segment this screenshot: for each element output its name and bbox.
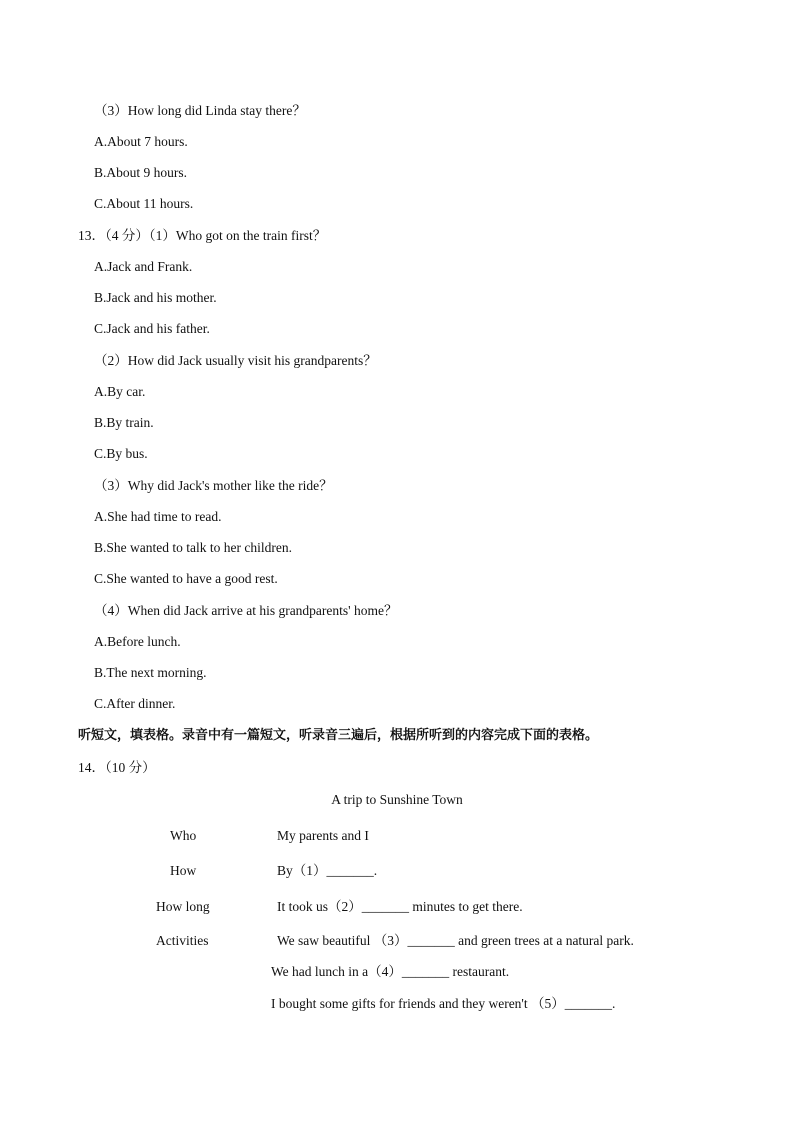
question-13-sub3-prompt: （3）Why did Jack's mother like the ride？ xyxy=(94,478,333,493)
question-13-sub2-prompt: （2）How did Jack usually visit his grandparents？ xyxy=(94,353,377,368)
question-14-header: 14．（10 分） xyxy=(78,760,156,775)
option-a: A.By car. xyxy=(94,384,146,399)
row-value-how: By（1）_______. xyxy=(277,863,378,878)
activities-line-3: I bought some gifts for friends and they weren't （5）_______. xyxy=(271,996,616,1011)
option-c: C.Jack and his father. xyxy=(94,321,210,336)
option-b: B.Jack and his mother. xyxy=(94,290,217,305)
option-c: C.By bus. xyxy=(94,446,148,461)
row-value-activities: We saw beautiful （3）_______ and green trees at a natural park. xyxy=(277,933,634,948)
option-a: A.Before lunch. xyxy=(94,634,181,649)
option-a: A.About 7 hours. xyxy=(94,134,188,149)
option-b: B.By train. xyxy=(94,415,154,430)
row-label-how: How xyxy=(170,863,197,878)
row-label-who: Who xyxy=(170,828,197,843)
table-title: A trip to Sunshine Town xyxy=(331,792,463,807)
option-a: A.She had time to read. xyxy=(94,509,222,524)
question-13-header: 13．（4 分）（1）Who got on the train first？ xyxy=(78,228,327,243)
activities-line-2: We had lunch in a（4）_______ restaurant. xyxy=(271,964,510,979)
option-a: A.Jack and Frank. xyxy=(94,259,193,274)
option-b: B.She wanted to talk to her children. xyxy=(94,540,292,555)
option-b: B.The next morning. xyxy=(94,665,207,680)
row-label-how-long: How long xyxy=(156,899,210,914)
section-instruction: 听短文，填表格。录音中有一篇短文，听录音三遍后，根据所听到的内容完成下面的表格。 xyxy=(78,728,599,743)
option-c: C.About 11 hours. xyxy=(94,196,194,211)
row-value-who: My parents and I xyxy=(277,828,369,843)
option-c: C.After dinner. xyxy=(94,696,176,711)
row-label-activities: Activities xyxy=(156,933,209,948)
option-b: B.About 9 hours. xyxy=(94,165,188,180)
option-c: C.She wanted to have a good rest. xyxy=(94,571,278,586)
question-12-sub3-prompt: （3）How long did Linda stay there？ xyxy=(94,103,306,118)
question-13-sub4-prompt: （4）When did Jack arrive at his grandparents' home？ xyxy=(94,603,398,618)
row-value-how-long: It took us（2）_______ minutes to get there. xyxy=(277,899,523,914)
